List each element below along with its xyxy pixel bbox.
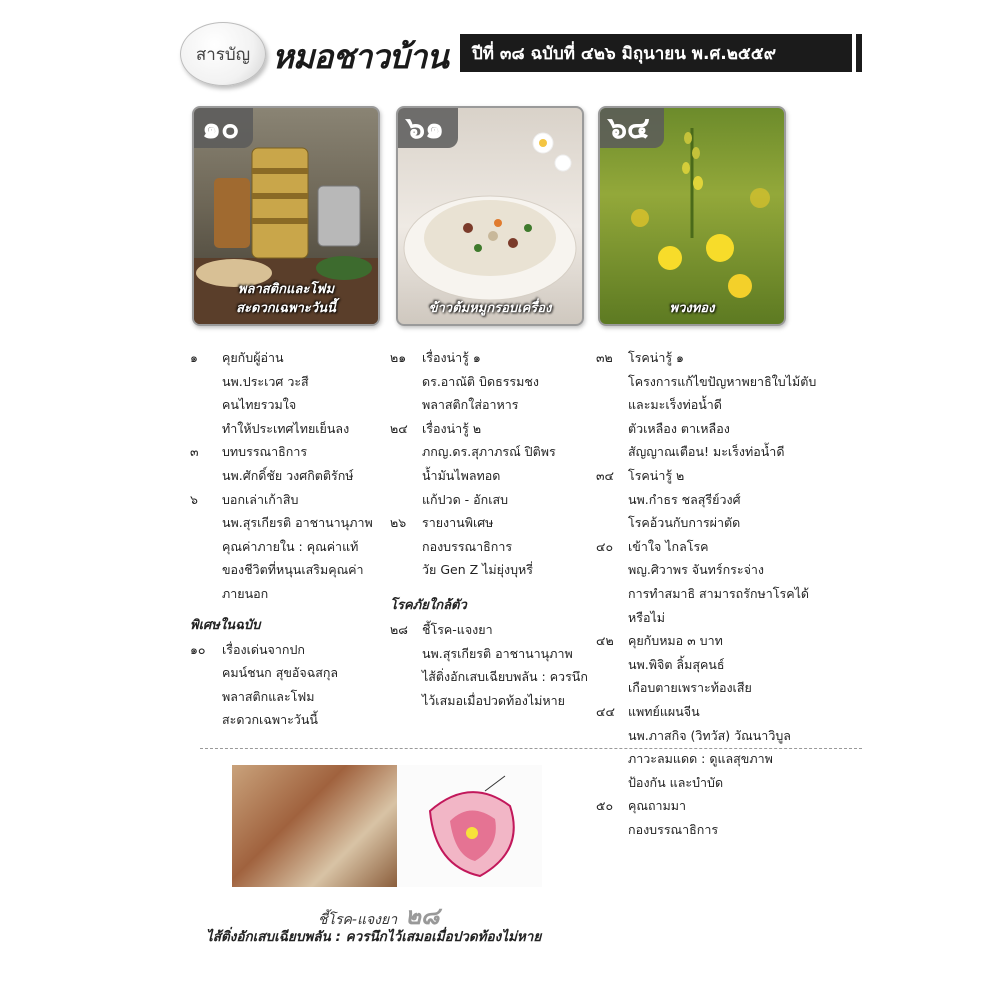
toc-entry-text: นพ.กำธร ชลสุรีย์วงศ์ [628, 491, 741, 507]
toc-page-number: ๒๔ [390, 420, 408, 436]
toc-badge [180, 22, 266, 86]
toc-entry-text: โครงการแก้ไขปัญหาพยาธิใบไม้ตับ [628, 373, 817, 389]
toc-entry-text: ภกญ.ดร.สุภาภรณ์ ปิติพร [422, 444, 556, 460]
toc-entry-text: ของชีวิตที่หนุนเสริมคุณค่า [222, 562, 364, 578]
toc-entry[interactable] [596, 393, 866, 417]
toc-entry[interactable] [596, 417, 866, 441]
toc-entry-text: นพ.พิจิต ลิ้มสุคนธ์ [628, 656, 725, 672]
toc-entry-text: ตัวเหลือง ตาเหลือง [628, 420, 730, 436]
toc-entry[interactable] [190, 638, 390, 662]
toc-entry[interactable] [390, 642, 595, 666]
toc-entry[interactable] [596, 370, 866, 394]
toc-entry[interactable] [596, 606, 866, 630]
toc-entry-text: บทบรรณาธิการ [222, 444, 308, 460]
toc-entry[interactable] [190, 535, 390, 559]
toc-entry[interactable] [390, 417, 595, 441]
toc-entry[interactable] [190, 488, 390, 512]
toc-entry-text: แพทย์แผนจีน [628, 703, 700, 719]
toc-entry[interactable] [596, 464, 866, 488]
toc-entry[interactable] [596, 488, 866, 512]
toc-entry[interactable] [190, 346, 390, 370]
toc-entry[interactable] [190, 582, 390, 606]
toc-entry-text: เรื่องน่ารู้ ๒ [422, 420, 482, 436]
toc-entry[interactable] [596, 724, 866, 748]
toc-entry[interactable] [596, 747, 866, 771]
bottom-caption-subtitle: ไส้ติ่งอักเสบเฉียบพลัน : ควรนึกไว้เสมอเมื่อปวดท้องไม่หาย [206, 929, 542, 945]
toc-entry[interactable] [596, 582, 866, 606]
toc-entry-text: ภาวะลมแดด : ดูแลสุขภาพ [628, 751, 773, 767]
toc-entry-text: กองบรรณาธิการ [422, 538, 513, 554]
toc-entry-text: น้ำมันไพลทอด [422, 467, 501, 483]
toc-entry-text: ไว้เสมอเมื่อปวดท้องไม่หาย [422, 692, 566, 708]
toc-entry[interactable] [190, 661, 390, 685]
toc-page-number: ๓๔ [596, 467, 615, 483]
toc-entry-text: สะดวกเฉพาะวันนี้ [222, 712, 318, 728]
toc-entry-text: และมะเร็งท่อน้ำดี [628, 397, 722, 413]
toc-entry-text: แก้ปวด - อักเสบ [422, 491, 509, 507]
toc-entry-text: ดร.อาณัติ บิดธรรมชง [422, 373, 539, 389]
toc-entry-text: ชี้โรค-แจงยา [422, 621, 493, 637]
toc-badge-label: สารบัญ [195, 44, 251, 65]
toc-entry[interactable] [390, 370, 595, 394]
toc-entry[interactable] [190, 558, 390, 582]
toc-entry[interactable] [190, 393, 390, 417]
toc-entry[interactable] [390, 535, 595, 559]
toc-list [190, 638, 390, 732]
appendix-illustration [410, 771, 530, 881]
magazine-title: หมอชาวบ้าน [272, 37, 448, 76]
toc-column-1 [190, 346, 390, 732]
toc-list [190, 346, 390, 606]
toc-entry[interactable] [190, 685, 390, 709]
toc-entry[interactable] [596, 511, 866, 535]
toc-list [390, 618, 595, 712]
toc-entry-text: พลาสติกใส่อาหาร [422, 397, 519, 413]
toc-entry-text: รายงานพิเศษ [422, 515, 494, 531]
toc-entry-text: คุณถามมา [628, 798, 687, 814]
toc-entry-text: สัญญาณเตือน! มะเร็งท่อน้ำดี [628, 444, 785, 460]
divider [200, 748, 862, 749]
bottom-photo [232, 765, 542, 887]
toc-entry[interactable] [390, 346, 595, 370]
toc-entry[interactable] [596, 794, 866, 818]
appendix-diagram [397, 765, 542, 887]
toc-page-number: ๑๐ [190, 641, 206, 657]
toc-entry-text: คนไทยรวมใจ [222, 397, 297, 413]
toc-page-number: ๓๒ [596, 350, 613, 365]
toc-page-number: ๖ [190, 491, 198, 507]
bottom-caption-page: ๒๘ [405, 902, 440, 930]
toc-entry[interactable] [596, 535, 866, 559]
toc-entry-text: นพ.สุรเกียรติ อาชานานุภาพ [422, 645, 573, 661]
toc-entry[interactable] [596, 440, 866, 464]
toc-entry[interactable] [190, 440, 390, 464]
feature-page-number: ๖๑ [398, 108, 458, 148]
toc-column-3 [596, 346, 866, 841]
toc-page-number: ๔๐ [596, 538, 614, 554]
toc-entry[interactable] [190, 708, 390, 732]
feature-card-rice-soup[interactable] [396, 106, 584, 326]
toc-entry[interactable] [390, 618, 595, 642]
toc-entry[interactable] [596, 676, 866, 700]
feature-caption: ข้าวต้มหมูกรอบเครื่อง [428, 301, 552, 316]
toc-entry[interactable] [390, 665, 595, 689]
toc-entry-text: โรคอ้วนกับการผ่าตัด [628, 515, 741, 531]
toc-entry-text: วัย Gen Z ไม่ยุ่งบุหรี่ [422, 562, 533, 578]
toc-entry-text: คุยกับผู้อ่าน [222, 350, 284, 365]
toc-page-number: ๒๖ [390, 515, 407, 531]
toc-page-number: ๒๘ [390, 621, 408, 637]
toc-entry-text: กองบรรณาธิการ [628, 821, 719, 837]
toc-entry-text: คมน์ชนก สุขอัจฉสกุล [222, 665, 339, 681]
toc-entry-text: โรคน่ารู้ ๒ [628, 467, 685, 483]
toc-entry-text: นพ.ศักดิ์ชัย วงศกิตติรักษ์ [222, 467, 354, 483]
toc-entry[interactable] [390, 689, 595, 713]
section-heading: โรคภัยใกล้ตัว [390, 597, 467, 613]
toc-list [596, 346, 866, 841]
toc-entry-text: เรื่องน่ารู้ ๑ [422, 350, 481, 365]
toc-entry-text: ภายนอก [222, 585, 269, 601]
toc-entry[interactable] [190, 417, 390, 441]
toc-entry-text: ป้องกัน และบำบัด [628, 774, 724, 790]
toc-entry-text: นพ.สุรเกียรติ อาชานานุภาพ [222, 515, 373, 531]
toc-entry-text: เข้าใจ ไกลโรค [628, 538, 709, 554]
toc-entry[interactable] [596, 818, 866, 842]
toc-entry-text: ไส้ติ่งอักเสบเฉียบพลัน : ควรนึก [422, 669, 588, 685]
toc-column-2 [390, 346, 595, 712]
toc-page-number: ๕๐ [596, 798, 614, 814]
feature-page-number: ๖๔ [600, 108, 664, 148]
toc-entry[interactable] [390, 511, 595, 535]
toc-entry[interactable] [390, 488, 595, 512]
issue-info: ปีที่ ๓๘ ฉบับที่ ๔๒๖ มิถุนายน พ.ศ.๒๕๕๙ [460, 34, 852, 72]
toc-entry-text: ทำให้ประเทศไทยเย็นลง [222, 420, 350, 436]
feature-caption: พวงทอง [669, 301, 715, 316]
toc-page-number: ๔๔ [596, 703, 615, 719]
toc-entry-text: พญ.ศิวาพร จันทร์กระจ่าง [628, 562, 765, 578]
bottom-caption-title: ชี้โรค-แจงยา [318, 912, 398, 928]
toc-entry[interactable] [390, 464, 595, 488]
feature-page-number: ๑๐ [194, 108, 253, 148]
toc-entry-text: เกือบตายเพราะท้องเสีย [628, 680, 752, 696]
toc-entry-text: การทำสมาธิ สามารถรักษาโรคได้ [628, 585, 809, 601]
toc-entry-text: คุยกับหมอ ๓ บาท [628, 633, 723, 649]
toc-entry-text: พลาสติกและโฟม [222, 688, 315, 704]
toc-page-number: ๔๒ [596, 633, 614, 649]
feature-card-flower[interactable] [598, 106, 786, 326]
toc-entry-text: นพ.ภาสกิจ (วิทวัส) วัณนาวิบูล [628, 727, 791, 743]
issue-bar-accent [856, 34, 862, 72]
toc-entry[interactable] [390, 558, 595, 582]
toc-entry[interactable] [390, 440, 595, 464]
toc-entry-text: เรื่องเด่นจากปก [222, 641, 305, 657]
toc-entry[interactable] [596, 771, 866, 795]
surgery-photo [232, 765, 397, 887]
toc-page-number: ๓ [190, 444, 199, 460]
toc-entry[interactable] [390, 393, 595, 417]
toc-page-number: ๑ [190, 350, 198, 365]
toc-entry-text: บอกเล่าเก้าสิบ [222, 491, 299, 507]
toc-entry[interactable] [596, 346, 866, 370]
toc-entry[interactable] [596, 629, 866, 653]
toc-entry-text: โรคน่ารู้ ๑ [628, 350, 684, 365]
toc-entry-text: คุณค่าภายใน : คุณค่าแท้ [222, 538, 359, 554]
feature-card-plastic[interactable] [192, 106, 380, 326]
toc-entry[interactable] [596, 700, 866, 724]
toc-entry[interactable] [596, 653, 866, 677]
toc-list [390, 346, 595, 582]
toc-entry-text: นพ.ประเวศ วะสี [222, 373, 309, 389]
toc-entry[interactable] [190, 464, 390, 488]
toc-entry[interactable] [190, 370, 390, 394]
toc-page-number: ๒๑ [390, 350, 407, 365]
toc-entry-text: หรือไม่ [628, 609, 665, 625]
feature-caption: พลาสติกและโฟม สะดวกเฉพาะวันนี้ [236, 282, 336, 316]
toc-entry[interactable] [190, 511, 390, 535]
toc-entry[interactable] [596, 558, 866, 582]
section-heading: พิเศษในฉบับ [190, 617, 261, 633]
